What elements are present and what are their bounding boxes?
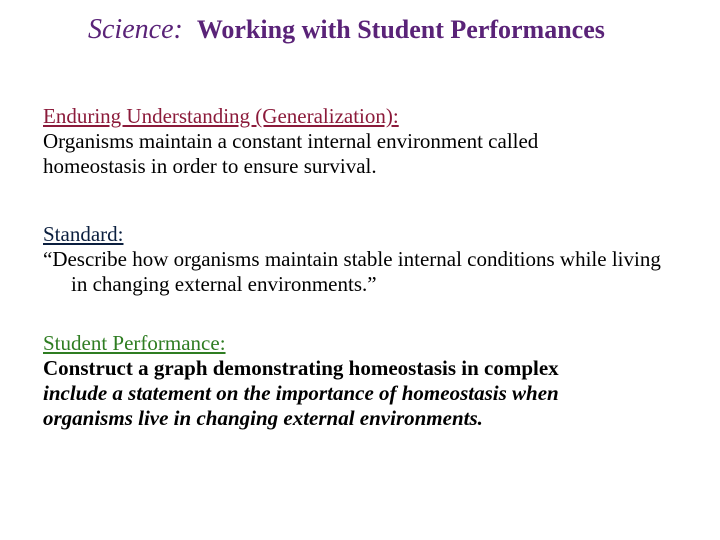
standard-section — [43, 222, 683, 297]
enduring-understanding-section — [43, 104, 683, 179]
standard-text: “Describe how organisms maintain stable internal conditions while living in changing external environments.” — [43, 247, 661, 296]
enduring-understanding-line-2: homeostasis in order to ensure survival. — [43, 154, 377, 178]
enduring-understanding-line-1: Organisms maintain a constant internal environment called — [43, 129, 539, 153]
standard-heading: Standard: — [43, 222, 124, 246]
title-subject: Science: — [88, 14, 183, 45]
title-topic: Working with Student Performances — [196, 15, 605, 44]
slide-title — [88, 12, 708, 48]
enduring-understanding-heading: Enduring Understanding (Generalization): — [43, 104, 399, 128]
student-performance-line-2: include a statement on the importance of homeostasis when — [43, 381, 559, 405]
student-performance-heading: Student Performance: — [43, 331, 226, 355]
student-performance-line-1: Construct a graph demonstrating homeostasis in complex — [43, 356, 559, 380]
student-performance-line-3: organisms live in changing external environments. — [43, 406, 483, 430]
student-performance-section — [43, 331, 683, 431]
